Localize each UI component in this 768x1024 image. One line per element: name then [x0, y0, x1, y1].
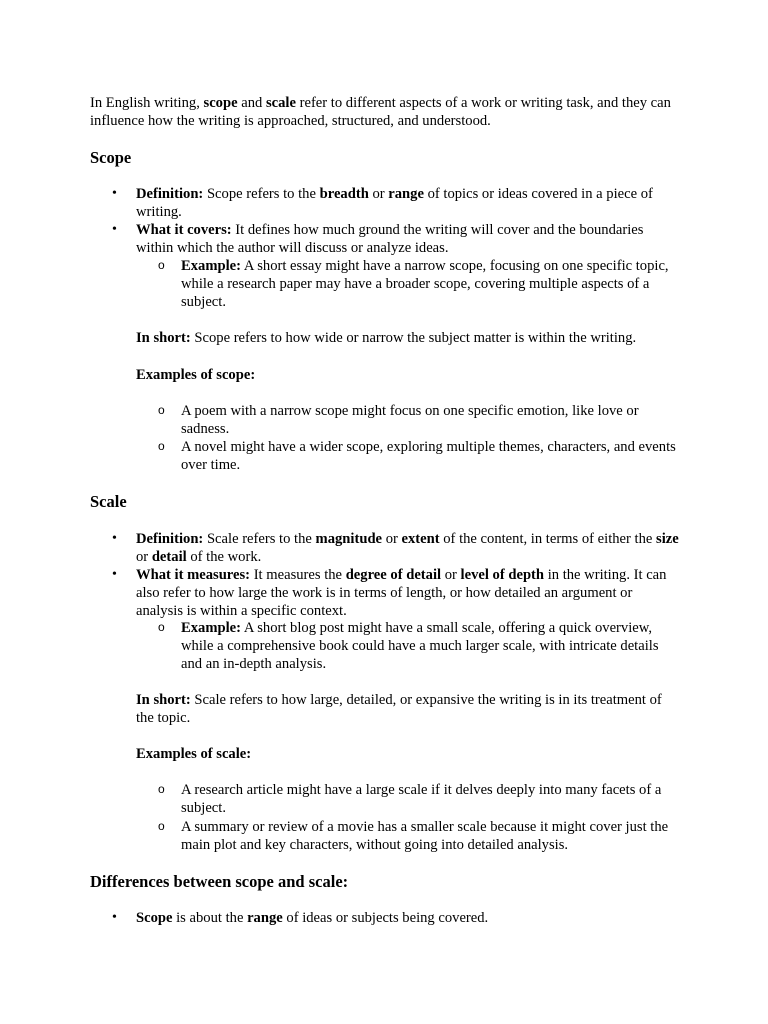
intro-bold-scale: scale: [265, 95, 296, 111]
bullet-text: or: [136, 549, 152, 565]
bold-term: range: [388, 186, 424, 202]
scope-example-item: o A novel might have a wider scope, exploring multiple themes, characters, and events over time.: [181, 438, 681, 474]
bullet-text: or: [382, 531, 402, 547]
bold-term: detail: [151, 549, 187, 565]
in-short-label: In short:: [136, 330, 191, 346]
intro-text: In English writing,: [90, 95, 204, 111]
bullet-text: of the work.: [186, 549, 262, 565]
intro-text: and: [237, 95, 266, 111]
scale-in-short: [136, 691, 681, 727]
bold-term: range: [247, 910, 283, 926]
intro-paragraph: [90, 94, 680, 130]
intro-bold-scope: scope: [203, 95, 238, 111]
bullet-text: It measures the: [250, 567, 346, 583]
bullet-text: of ideas or subjects being covered.: [282, 910, 489, 926]
intro-text: refer to different aspects of a work or writing task, and they can influence how the writing is approached, structured, and understood.: [90, 95, 671, 129]
in-short-text: Scale refers to how large, detailed, or expansive the writing is in its treatment of the topic.: [136, 692, 662, 726]
bullet-text: Scope refers to the: [203, 186, 320, 202]
bullet-text: of the content, in terms of either the: [439, 531, 657, 547]
bold-term: size: [656, 531, 679, 547]
bullet-text: in the writing. It can also refer to how large the work is in terms of length, or how detailed an argument or analysis is within a specific context.: [136, 567, 667, 619]
in-short-text: Scope refers to how wide or narrow the subject matter is within the writing.: [190, 330, 637, 346]
examples-heading-text: Examples of scope:: [136, 367, 256, 383]
scope-examples-heading: [136, 366, 681, 384]
bold-term: Scope: [136, 910, 173, 926]
scale-definition-bullet: [136, 530, 681, 566]
subbullet-label: Example:: [181, 258, 241, 274]
scale-example-item: o A summary or review of a movie has a smaller scale because it might cover just the main plot and key characters, without going into detailed analysis.: [181, 818, 681, 854]
bullet-label: What it covers:: [136, 222, 232, 238]
scale-measures-bullet: [136, 566, 681, 620]
bold-term: magnitude: [315, 531, 383, 547]
scope-heading: Scope: [90, 148, 132, 167]
subbullet-text: A short essay might have a narrow scope, focusing on one specific topic, while a research paper may have a broader scope, covering multiple aspects of a subject.: [181, 258, 669, 310]
differences-bullet: [136, 909, 681, 927]
bold-term: breadth: [319, 186, 369, 202]
scale-examples-heading: [136, 745, 681, 763]
scope-in-short: [136, 329, 681, 347]
bold-term: level of depth: [460, 567, 545, 583]
bold-term: degree of detail: [345, 567, 442, 583]
bullet-text: Scale refers to the: [203, 531, 316, 547]
in-short-label: In short:: [136, 692, 191, 708]
scope-example-subbullet: [181, 257, 681, 311]
scope-example-item: o A poem with a narrow scope might focus on one specific emotion, like love or sadness.: [181, 402, 681, 438]
bullet-text: or: [368, 186, 389, 202]
scale-example-subbullet: [181, 619, 681, 673]
examples-heading-text: Examples of scale:: [136, 746, 252, 762]
subbullet-text: A short blog post might have a small scale, offering a quick overview, while a comprehensive book could have a much larger scale, with intricate details and an in-depth analysis.: [181, 620, 659, 672]
scale-example-item: o A research article might have a large scale if it delves deeply into many facets of a subject.: [181, 781, 681, 817]
scale-heading: Scale: [90, 492, 127, 511]
bullet-text: is about the: [172, 910, 248, 926]
bullet-text: or: [441, 567, 461, 583]
bullet-text: of topics or ideas covered in a piece of writing.: [136, 186, 653, 220]
bullet-text: It defines how much ground the writing will cover and the boundaries within which the author will discuss or analyze ideas.: [136, 222, 644, 256]
scope-definition-bullet: [136, 185, 681, 221]
scope-covers-bullet: [136, 221, 681, 257]
bullet-label: Definition:: [136, 186, 204, 202]
bold-term: extent: [401, 531, 440, 547]
bullet-label: Definition:: [136, 531, 204, 547]
differences-heading: Differences between scope and scale:: [90, 872, 349, 891]
subbullet-label: Example:: [181, 620, 241, 636]
bullet-label: What it measures:: [136, 567, 251, 583]
